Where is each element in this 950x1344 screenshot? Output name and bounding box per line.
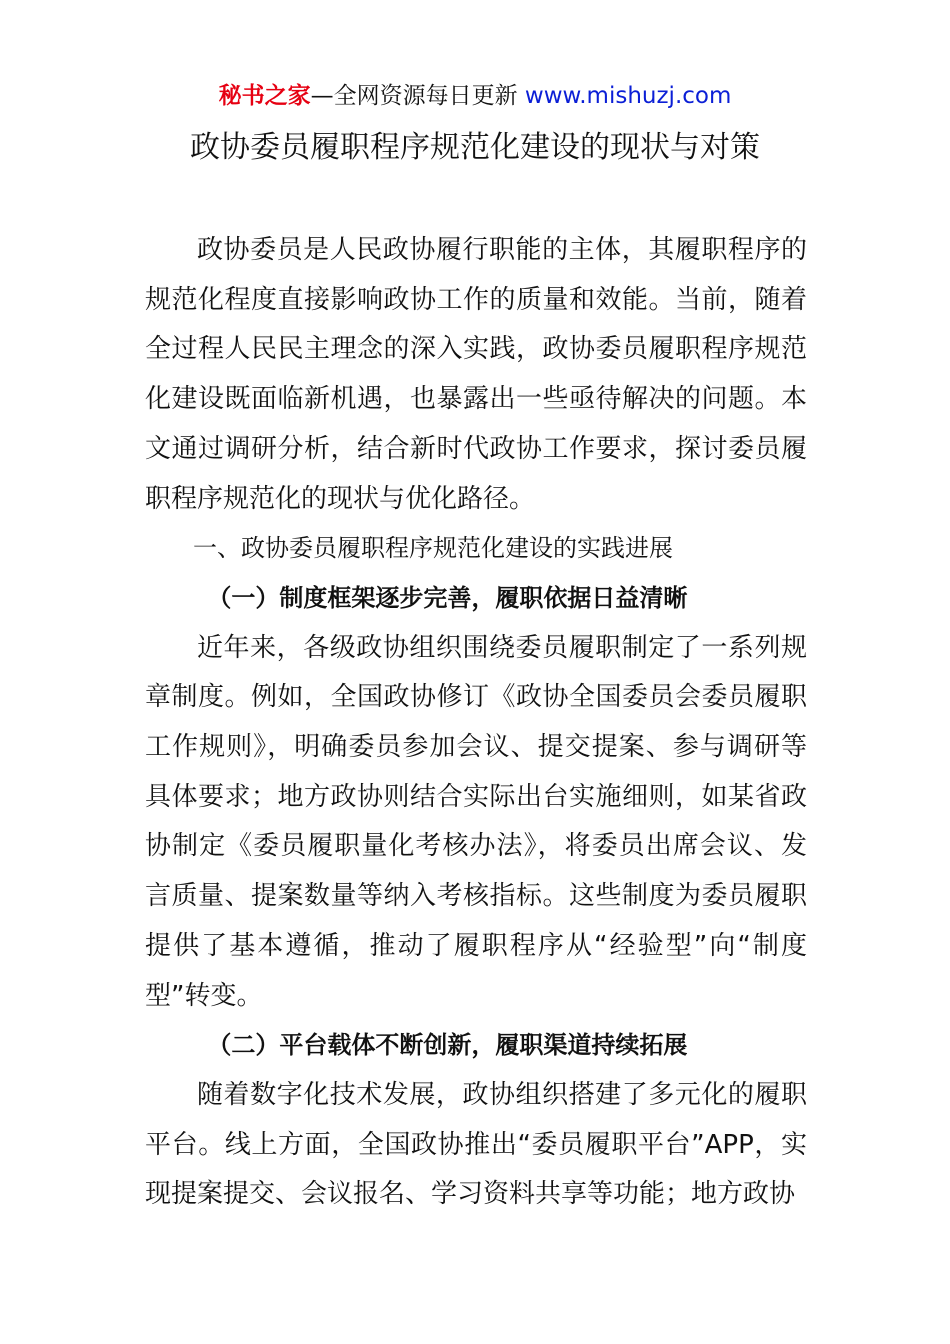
site-url-link[interactable]: www.mishuzj.com <box>524 83 732 109</box>
site-header <box>0 80 950 112</box>
subsection-heading: （一）制度框架逐步完善，履职依据日益清晰 <box>207 583 688 612</box>
document-title: 政协委员履职程序规范化建设的现状与对策 <box>190 130 760 165</box>
body-paragraph: 随着数字化技术发展，政协组织搭建了多元化的履职平台。线上方面，全国政协推出“委员履职平台”APP，实现提案提交、会议报名、学习资料共享等功能；地方政协 <box>145 1079 807 1210</box>
subsection-heading: （二）平台载体不断创新，履职渠道持续拓展 <box>207 1031 688 1060</box>
brand-name: 秘书之家 <box>218 83 311 109</box>
intro-paragraph: 政协委员是人民政协履行职能的主体，其履职程序的规范化程度直接影响政协工作的质量和效能。当前，随着全过程人民民主理念的深入实践，政协委员履职程序规范化建设既面临新机遇，也暴露出一些亟待解决的问题。本文通过调研分析，结合新时代政协工作要求，探讨委员履职程序规范化的现状与优化路径。 <box>145 235 807 514</box>
header-tagline: —全网资源每日更新 <box>310 83 518 109</box>
body-paragraph: 近年来，各级政协组织围绕委员履职制定了一系列规章制度。例如，全国政协修订《政协全国委员会委员履职工作规则》，明确委员参加会议、提交提案、参与调研等具体要求；地方政协则结合实际出台实施细则，如某省政协制定《委员履职量化考核办法》，将委员出席会议、发言质量、提案数量等纳入考核指标。这些制度为委员履职提供了基本遵循，推动了履职程序从“经验型”向“制度型”转变。 <box>145 632 807 1011</box>
document-body <box>145 226 807 1220</box>
section-heading: 一、政协委员履职程序规范化建设的实践进展 <box>193 534 673 563</box>
